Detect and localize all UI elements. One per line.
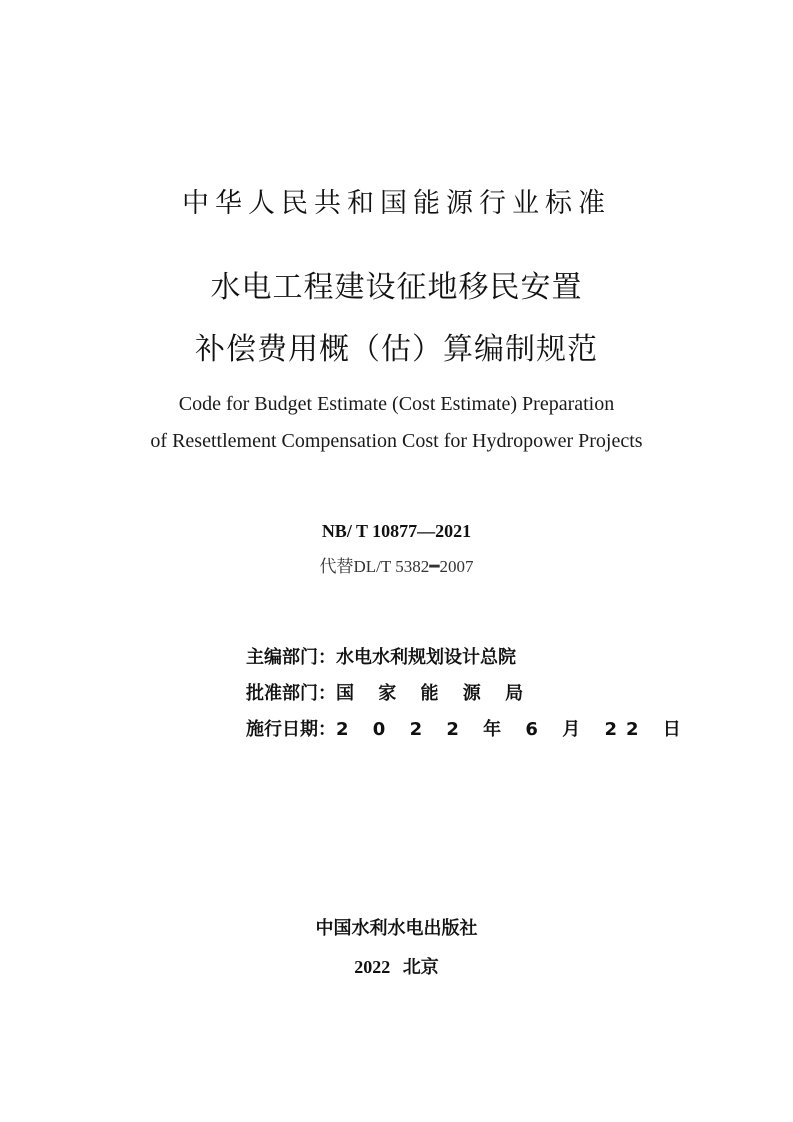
approver-row <box>246 682 666 706</box>
title-en-line1: Code for Budget Estimate (Cost Estimate) Preparation <box>178 393 615 415</box>
editor-label: 主编部门： <box>246 647 336 668</box>
standard-number: NB/ T 10877—2021 <box>321 521 472 541</box>
replaces-standard: 代替DL/T 5382━2007 <box>319 557 474 576</box>
title-en-line2: of Resettlement Compensation Cost for Hydropower Projects <box>150 430 643 452</box>
effective-date-row <box>246 718 690 742</box>
publish-year: 2022 <box>354 957 391 977</box>
editor-row <box>246 646 666 670</box>
effective-date-value: 2 0 2 2 年 6 月 22 日 <box>336 719 690 740</box>
info-block <box>246 646 690 754</box>
approver-value: 国 家 能 源 局 <box>336 683 533 704</box>
publish-year-city <box>0 955 793 980</box>
editor-value: 水电水利规划设计总院 <box>336 647 516 668</box>
publish-city: 北京 <box>402 957 439 978</box>
title-cn-line2: 补偿费用概（估）算编制规范 <box>195 332 598 367</box>
effective-date-label: 施行日期： <box>246 719 336 740</box>
publisher: 中国水利水电出版社 <box>315 918 478 939</box>
approver-label: 批准部门： <box>246 683 336 704</box>
standard-category: 中华人民共和国能源行业标准 <box>182 188 611 219</box>
title-cn-line1: 水电工程建设征地移民安置 <box>210 270 583 305</box>
